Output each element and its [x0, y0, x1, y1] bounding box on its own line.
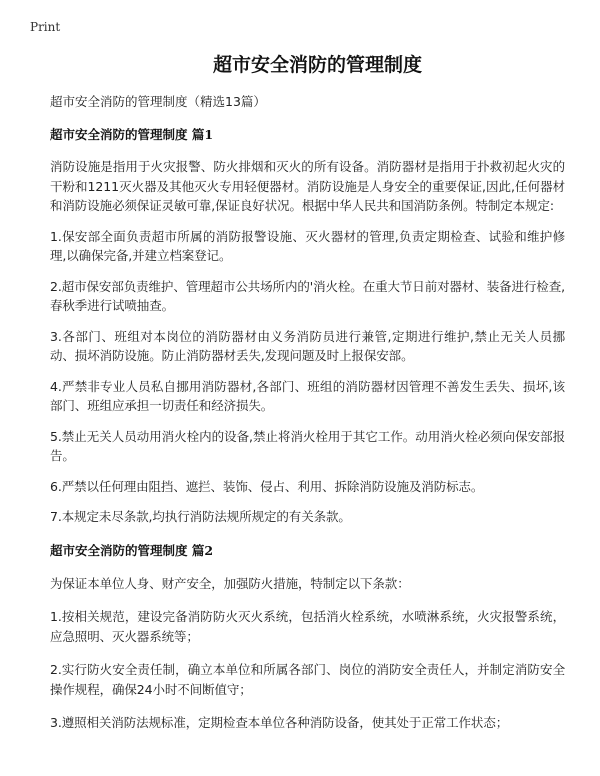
section-1-paragraph-4: 4.严禁非专业人员私自挪用消防器材,各部门、班组的消防器材因管理不善发生丢失、损坏,该部门、班组应承担一切责任和经济损失。 — [50, 378, 565, 413]
section-1-paragraph-1: 1.保安部全面负责超市所属的消防报警设施、灭火器材的管理,负责定期检查、试验和维护修理,以确保完备,并建立档案登记。 — [50, 228, 565, 263]
section-2-paragraph-2: 2.实行防火安全责任制，确立本单位和所属各部门、岗位的消防安全责任人，并制定消防安全操作规程，确保24小时不间断值守； — [50, 662, 565, 697]
document-subtitle: 超市安全消防的管理制度（精选13篇） — [50, 94, 266, 109]
document-title: 超市安全消防的管理制度 — [212, 54, 422, 76]
section-1-paragraph-7: 7.本规定未尽条款,均执行消防法规所规定的有关条款。 — [50, 509, 351, 524]
section-heading-1: 超市安全消防的管理制度 篇1 — [50, 127, 214, 142]
section-1-body — [50, 157, 565, 527]
document — [50, 50, 565, 733]
section-1-paragraph-3: 3.各部门、班组对本岗位的消防器材由义务消防员进行兼管,定期进行维护,禁止无关人员挪动、损坏消防设施。防止消防器材丢失,发现问题及时上报保安部。 — [50, 328, 565, 363]
section-2-body — [50, 574, 565, 733]
section-2-paragraph-3: 3.遵照相关消防法规标准，定期检查本单位各种消防设备，使其处于正常工作状态； — [50, 715, 509, 730]
section-1-paragraph-intro: 消防设施是指用于火灾报警、防火排烟和灭火的所有设备。消防器材是指用于扑救初起火灾的干粉和1211灭火器及其他灭火专用轻便器材。消防设施是人身安全的重要保证,因此,任何器材和消防设施必须保证灵敏可靠,保证良好状况。根据中华人民共和国消防条例。特制定本规定: — [50, 159, 565, 213]
section-2-paragraph-1: 1.按相关规范，建设完备消防防火灭火系统，包括消火栓系统，水喷淋系统，火灾报警系统，应急照明、灭火器系统等； — [50, 609, 565, 644]
section-1-paragraph-5: 5.禁止无关人员动用消火栓内的设备,禁止将消火栓用于其它工作。动用消火栓必须向保安部报告。 — [50, 428, 565, 463]
print-label[interactable]: Print — [30, 20, 61, 34]
section-1-paragraph-6: 6.严禁以任何理由阻挡、遮拦、装饰、侵占、利用、拆除消防设施及消防标志。 — [50, 478, 484, 494]
section-heading-2: 超市安全消防的管理制度 篇2 — [50, 542, 214, 558]
section-2-paragraph-intro: 为保证本单位人身、财产安全，加强防火措施，特制定以下条款： — [50, 575, 410, 591]
section-1-paragraph-2: 2.超市保安部负责维护、管理超市公共场所内的'消火栓。在重大节日前对器材、装备进行检查,春秋季进行试喷抽查。 — [50, 278, 565, 313]
